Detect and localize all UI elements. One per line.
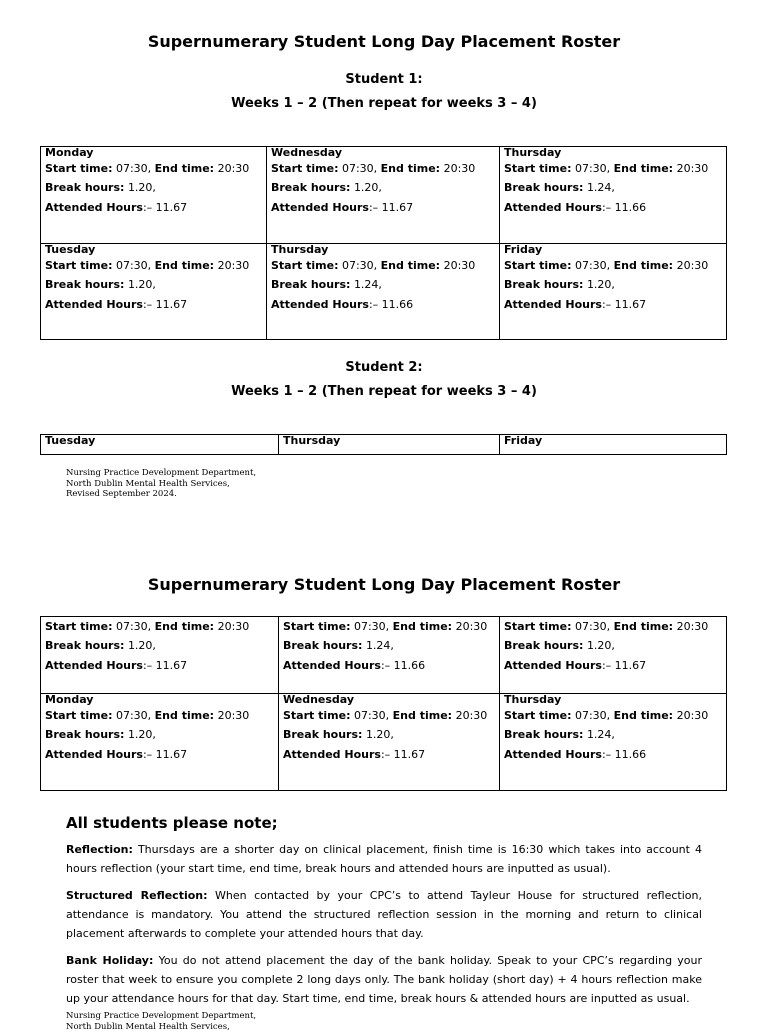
- day-name: Monday: [45, 694, 274, 706]
- break-hours: Break hours: 1.20,: [45, 725, 274, 744]
- day-header-cell: [500, 435, 727, 455]
- day-name: Thursday: [271, 244, 495, 256]
- roster-cell: [279, 617, 500, 694]
- day-name: Tuesday: [45, 244, 262, 256]
- day-name: Wednesday: [283, 694, 495, 706]
- shift-times: Start time: 07:30, End time: 20:30: [283, 706, 495, 725]
- student-1-heading: Student 1:: [0, 72, 768, 87]
- roster-cell: [500, 694, 727, 791]
- break-hours: Break hours: 1.24,: [283, 636, 495, 655]
- roster-cell: [500, 617, 727, 694]
- footer-line: North Dublin Mental Health Services,: [66, 1022, 256, 1032]
- student-2-continued-roster-table: [40, 616, 727, 791]
- roster-cell: [279, 694, 500, 791]
- day-name: Thursday: [504, 147, 722, 159]
- shift-times: Start time: 07:30, End time: 20:30: [45, 706, 274, 725]
- day-header-cell: [41, 435, 279, 455]
- day-name: Thursday: [283, 435, 495, 447]
- page-2-title: Supernumerary Student Long Day Placement Roster: [0, 575, 768, 594]
- page-1-footer: [66, 468, 256, 500]
- break-hours: Break hours: 1.20,: [45, 636, 274, 655]
- page-title: Supernumerary Student Long Day Placement Roster: [0, 32, 768, 51]
- day-name: Friday: [504, 435, 722, 447]
- attended-hours: Attended Hours:– 11.67: [504, 656, 722, 675]
- attended-hours: Attended Hours:– 11.66: [283, 656, 495, 675]
- break-hours: Break hours: 1.20,: [45, 275, 262, 294]
- student-1-roster-table: [40, 146, 727, 340]
- note-label: Reflection:: [66, 843, 133, 856]
- attended-hours: Attended Hours:– 11.66: [271, 295, 495, 314]
- note-label: Structured Reflection:: [66, 889, 208, 902]
- break-hours: Break hours: 1.20,: [283, 725, 495, 744]
- roster-cell: [267, 244, 500, 340]
- break-hours: Break hours: 1.20,: [504, 275, 722, 294]
- break-hours: Break hours: 1.20,: [45, 178, 262, 197]
- note-bank-holiday: [66, 951, 702, 1008]
- day-name: Friday: [504, 244, 722, 256]
- attended-hours: Attended Hours:– 11.67: [504, 295, 722, 314]
- break-hours: Break hours: 1.20,: [271, 178, 495, 197]
- notes-title: All students please note;: [66, 814, 278, 832]
- note-reflection: [66, 840, 702, 878]
- roster-cell: [41, 617, 279, 694]
- roster-cell: [41, 147, 267, 244]
- shift-times: Start time: 07:30, End time: 20:30: [504, 617, 722, 636]
- day-name: Wednesday: [271, 147, 495, 159]
- shift-times: Start time: 07:30, End time: 20:30: [45, 256, 262, 275]
- roster-cell: [267, 147, 500, 244]
- shift-times: Start time: 07:30, End time: 20:30: [504, 159, 722, 178]
- day-name: Monday: [45, 147, 262, 159]
- shift-times: Start time: 07:30, End time: 20:30: [504, 706, 722, 725]
- student-2-weeks: Weeks 1 – 2 (Then repeat for weeks 3 – 4): [0, 384, 768, 399]
- attended-hours: Attended Hours:– 11.67: [45, 745, 274, 764]
- note-label: Bank Holiday:: [66, 954, 153, 967]
- note-text: Thursdays are a shorter day on clinical placement, finish time is 16:30 which takes into account 4 hours reflection (your start time, end time, break hours and attended hours are inputted as usual).: [66, 843, 702, 875]
- break-hours: Break hours: 1.20,: [504, 636, 722, 655]
- footer-line: Nursing Practice Development Department,: [66, 468, 256, 479]
- shift-times: Start time: 07:30, End time: 20:30: [504, 256, 722, 275]
- note-structured-reflection: [66, 886, 702, 943]
- shift-times: Start time: 07:30, End time: 20:30: [45, 617, 274, 636]
- student-2-heading: Student 2:: [0, 360, 768, 375]
- attended-hours: Attended Hours:– 11.67: [45, 198, 262, 217]
- roster-cell: [41, 694, 279, 791]
- roster-cell: [500, 147, 727, 244]
- roster-cell: [41, 244, 267, 340]
- attended-hours: Attended Hours:– 11.66: [504, 745, 722, 764]
- shift-times: Start time: 07:30, End time: 20:30: [271, 256, 495, 275]
- break-hours: Break hours: 1.24,: [271, 275, 495, 294]
- attended-hours: Attended Hours:– 11.66: [504, 198, 722, 217]
- day-name: Thursday: [504, 694, 722, 706]
- shift-times: Start time: 07:30, End time: 20:30: [283, 617, 495, 636]
- attended-hours: Attended Hours:– 11.67: [271, 198, 495, 217]
- attended-hours: Attended Hours:– 11.67: [45, 295, 262, 314]
- shift-times: Start time: 07:30, End time: 20:30: [271, 159, 495, 178]
- day-header-cell: [279, 435, 500, 455]
- student-1-weeks: Weeks 1 – 2 (Then repeat for weeks 3 – 4): [0, 96, 768, 111]
- break-hours: Break hours: 1.24,: [504, 178, 722, 197]
- roster-cell: [500, 244, 727, 340]
- note-text: You do not attend placement the day of the bank holiday. Speak to your CPC’s regarding your roster that week to ensure you complete 2 long days only. The bank holiday (short day) + 4 hours reflection make up your attendance hours for that day. Start time, end time, break hours & attended hours are inputted as usual.: [66, 954, 702, 1005]
- attended-hours: Attended Hours:– 11.67: [45, 656, 274, 675]
- student-2-roster-table: [40, 434, 727, 455]
- footer-line: Nursing Practice Development Department,: [66, 1011, 256, 1022]
- shift-times: Start time: 07:30, End time: 20:30: [45, 159, 262, 178]
- footer-line: Revised September 2024.: [66, 489, 256, 500]
- footer-line: North Dublin Mental Health Services,: [66, 479, 256, 490]
- attended-hours: Attended Hours:– 11.67: [283, 745, 495, 764]
- page-2-footer: [66, 1011, 256, 1032]
- note-text: When contacted by your CPC’s to attend Tayleur House for structured reflection, attendance is mandatory. You attend the structured reflection session in the morning and return to clinical placement afterwards to complete your attended hours that day.: [66, 889, 702, 940]
- break-hours: Break hours: 1.24,: [504, 725, 722, 744]
- day-name: Tuesday: [45, 435, 274, 447]
